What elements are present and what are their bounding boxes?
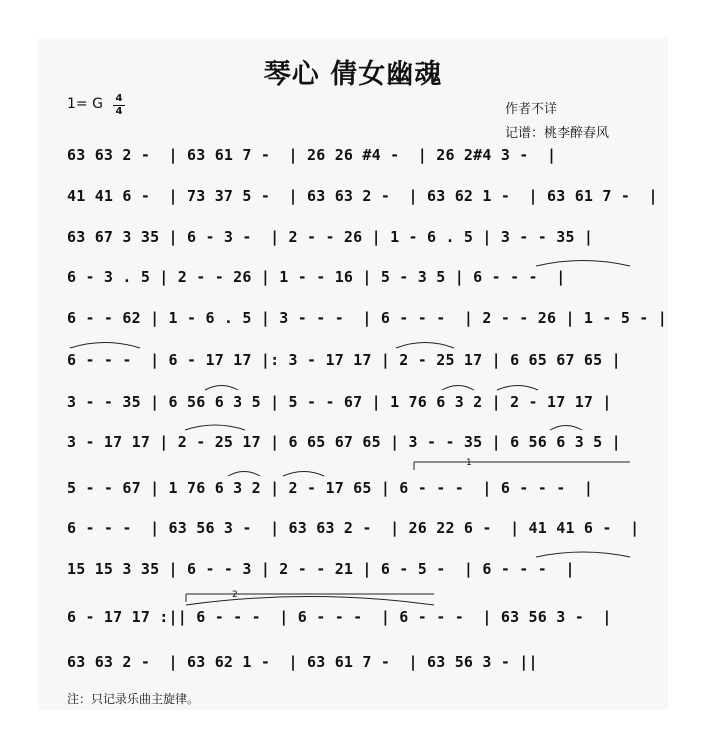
score-row-8: 3 - 17 17 | 2 - 25 17 | 6 65 67 65 | 3 - - 35 | 6 56 6 3 5 | (67, 433, 621, 451)
score-row-7: 3 - - 35 | 6 56 6 3 5 | 5 - - 67 | 1 76 6 3 2 | 2 - 17 17 | (67, 393, 612, 411)
transcriber-credit: 记谱：桃李醉春风 (505, 126, 610, 141)
score-row-9: 5 - - 67 | 1 76 6 3 2 | 2 - 17 65 | 6 - - - | 6 - - - | (67, 479, 594, 497)
score-row-1: 63 63 2 - | 63 61 7 - | 26 26 #4 - | 26 2#4 3 - | (67, 146, 557, 164)
score-row-10: 6 - - - | 63 56 3 - | 63 63 2 - | 26 22 6 - | 41 41 6 - | (67, 519, 640, 537)
score-row-3: 63 67 3 35 | 6 - 3 - | 2 - - 26 | 1 - 6 . 5 | 3 - - 35 | (67, 228, 594, 246)
score-row-5: 6 - - 62 | 1 - 6 . 5 | 3 - - - | 6 - - - | 2 - - 26 | 1 - 5 - | (67, 309, 667, 327)
volta-2-label: 2 (232, 590, 238, 600)
volta-1-label: 1 (466, 458, 472, 468)
score-row-13: 63 63 2 - | 63 62 1 - | 63 61 7 - | 63 56 3 - || (67, 653, 538, 671)
time-signature-top: 4 (115, 93, 123, 104)
key-signature: 1= G (67, 96, 103, 112)
time-signature (113, 94, 125, 117)
score-row-6: 6 - - - | 6 - 17 17 |: 3 - 17 17 | 2 - 25 17 | 6 65 67 65 | (67, 351, 621, 369)
score-row-12: 6 - 17 17 :|| 6 - - - | 6 - - - | 6 - - - | 63 56 3 - | (67, 608, 612, 626)
score-row-2: 41 41 6 - | 73 37 5 - | 63 63 2 - | 63 62 1 - | 63 61 7 - | (67, 187, 658, 205)
page-title: 琴心 倩女幽魂 (263, 59, 443, 90)
footnote: 注：只记录乐曲主旋律。 (67, 692, 200, 706)
time-signature-bottom: 4 (115, 106, 123, 117)
composer-credit: 作者不详 (505, 102, 558, 117)
score-row-4: 6 - 3 . 5 | 2 - - 26 | 1 - - 16 | 5 - 3 5 | 6 - - - | (67, 268, 566, 286)
score-row-11: 15 15 3 35 | 6 - - 3 | 2 - - 21 | 6 - 5 - | 6 - - - | (67, 560, 575, 578)
